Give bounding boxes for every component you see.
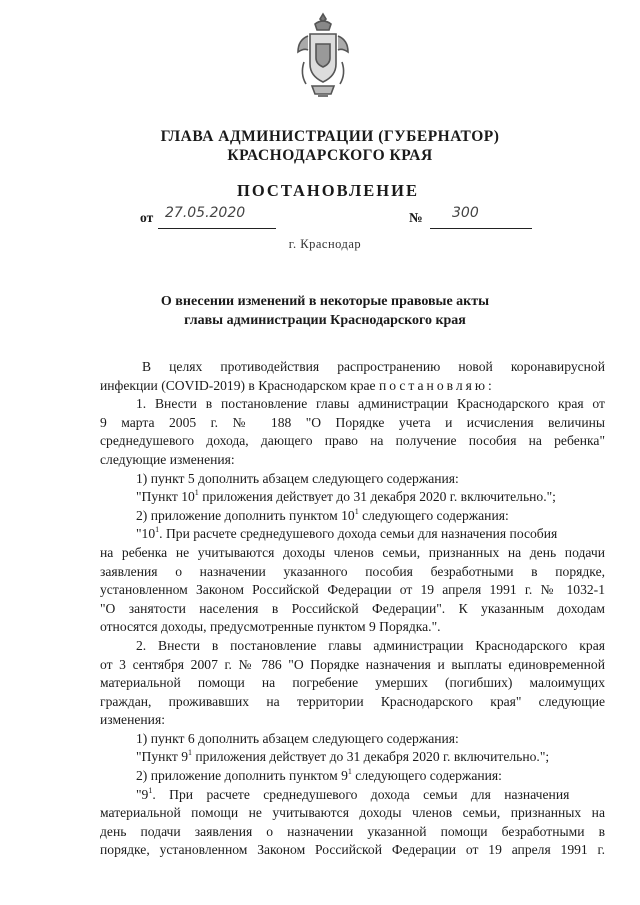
body-line: на ребенка не учитываются доходы членов семьи, признанных на день подачи [100, 544, 605, 560]
body-line: следующие изменения: [100, 451, 235, 467]
date-handwritten: 27.05.2020 [165, 205, 246, 221]
document-body [100, 358, 605, 860]
body-line: "$10^1$. При расчете среднедушевого дохода семьи для назначения пособия [136, 525, 558, 542]
body-line: установленном Законом Российской Федерации от 19 апреля 1991 г. № 1032-1 [100, 582, 605, 598]
title-line-2: главы администрации Краснодарского края [184, 313, 466, 328]
body-line: относятся доходы, предусмотренные пунктом 9 Порядка.". [100, 619, 441, 635]
body-line: "Пункт $10^1$ приложения действует до 31 декабря 2020 г. включительно."; [136, 488, 556, 505]
body-line: среднедушевого дохода, дающего право на получение пособия на ребенка" [100, 433, 605, 449]
body-line: инфекции (COVID-2019) в Краснодарском крае постановляю: [100, 377, 495, 393]
city-name: г. Краснодар [288, 237, 362, 251]
number-prefix: № [409, 210, 423, 225]
body-line: граждан, проживавших на территории Краснодарского края" следующие [100, 693, 605, 709]
document-type: ПОСТАНОВЛЕНИЕ [237, 181, 419, 200]
authority-title: ГЛАВА АДМИНИСТРАЦИИ (ГУБЕРНАТОР) [160, 128, 500, 145]
body-line: "О занятости населения в Российской Федерации". К указанным доходам [100, 600, 605, 616]
body-line: день подачи заявления о назначении указанной помощи безработными в [100, 823, 605, 839]
body-line: 2) приложение дополнить пунктом $10^1$ следующего содержания: [136, 506, 509, 523]
date-prefix: от [140, 210, 154, 225]
number-underline [430, 228, 532, 229]
body-line: порядке, установленном Законом Российской Федерации от 19 апреля 1991 г. [100, 842, 605, 858]
body-line: 1) пункт 5 дополнить абзацем следующего содержания: [136, 470, 459, 486]
body-line: 1. Внести в постановление главы администрации Краснодарского края от [136, 396, 605, 412]
body-line: от 3 сентября 2007 г. № 786 "О Порядке назначения и выплаты единовременной [100, 656, 605, 672]
body-line: 2) приложение дополнить пунктом $9^1$ следующего содержания: [136, 767, 502, 784]
body-line: 9 марта 2005 г. № 188 "О Порядке учета и исчисления величины [100, 414, 605, 430]
authority-region: КРАСНОДАРСКОГО КРАЯ [227, 147, 433, 164]
body-line: изменения: [100, 712, 165, 728]
number-handwritten: 300 [452, 205, 479, 221]
title-line-1: О внесении изменений в некоторые правовые акты [160, 294, 490, 309]
body-line: 2. Внести в постановление главы администрации Краснодарского края [136, 637, 605, 653]
body-line: материальной помощи на погребение умерших (погибших) малоимущих [100, 675, 605, 691]
body-line: "$9^1$. При расчете среднедушевого дохода семьи для назначения [136, 785, 570, 802]
coat-of-arms-emblem [294, 10, 352, 102]
body-line: заявления о назначении указанного пособия безработными в порядке, [100, 563, 605, 579]
date-underline [158, 228, 276, 229]
body-line: "Пункт $9^1$ приложения действует до 31 декабря 2020 г. включительно."; [136, 748, 550, 765]
body-line: материальной помощи не учитываются доходы членов семьи, признанных на [100, 805, 605, 821]
body-line: В целях противодействия распространению новой коронавирусной [142, 359, 605, 374]
body-line: 1) пункт 6 дополнить абзацем следующего содержания: [136, 730, 459, 746]
